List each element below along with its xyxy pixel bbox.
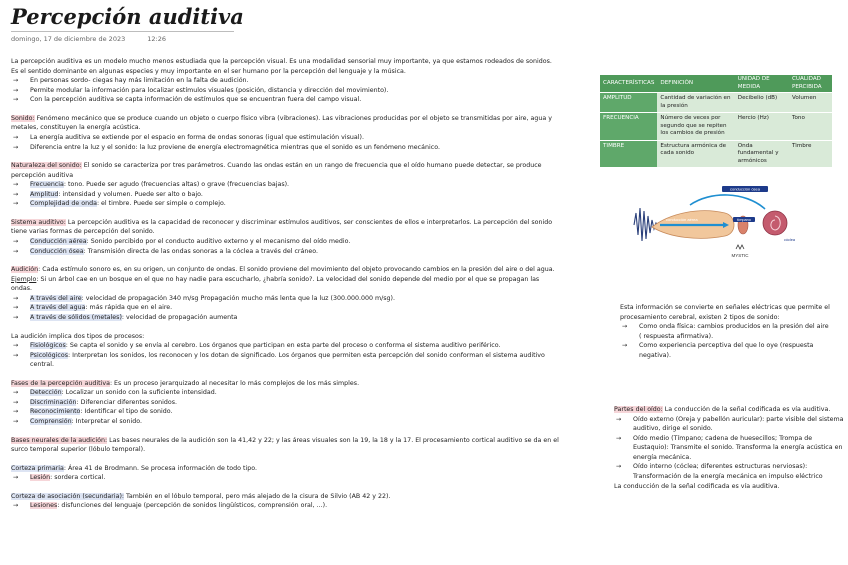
arrow-icon: → (13, 86, 19, 94)
list-item: → Amplitud: intensidad y volumen. Puede ser alto o bajo. (13, 190, 203, 198)
table-cell: Decibelio (dB) (735, 93, 789, 113)
term: Conducción aérea (30, 238, 87, 245)
list-item: → Como experiencia perceptiva del que lo oye (respuesta negativa). (622, 342, 814, 359)
intro-section (11, 57, 559, 105)
signal-types-note: Esta información se convierte en señales eléctricas que permite el procesamiento cerebral, existen 2 tipos de sonido: → Como onda física: cambios producidos en la presión del aire ( respuesta afirmativa). → Como experiencia perceptiva del que lo oye (respuesta negativa). (620, 304, 830, 359)
ear-diagram (630, 183, 800, 268)
arrow-icon: → (13, 313, 19, 321)
sound-wave-icon (634, 208, 658, 241)
arrow-icon: → (13, 247, 19, 255)
table-cell: FRECUENCIA (600, 113, 657, 141)
term: Complejidad de onda (30, 200, 97, 208)
arrow-icon: → (13, 238, 19, 245)
ear-parts-footer: La conducción de la señal codificada es vía auditiva. (614, 482, 780, 490)
intro-text: La percepción auditiva es un modelo mucho menos estudiada que la percepción visual. Es una modalidad sensorial muy importante, ya que estamos rodeados de sonidos. Es el sentido dominante en algunas especies y muy importante en el ser humano por la percepción del lenguaje y la música. (11, 58, 552, 75)
sistema-section: Sistema auditivo: La percepción auditiva es la capacidad de reconocer y discriminar estímulos auditivos, ser conscientes de ellos e interpretarlos. La percepción del sonido tiene varias formas de percepción del sonido. → Conducción aérea: Sonido percibido por el conducto auditivo externo y el mecanismo del oído medio. → Conducción ósea: Transmisión directa de las ondas sonoras a la cóclea a través del cráneo. (11, 218, 559, 256)
notes-column (11, 57, 559, 511)
list-item: → A través del aire: velocidad de propagación 340 m/sg Propagación mucho más lenta que la luz (300.000.000 m/sg). (13, 294, 395, 302)
list-item: → Diferencia entre la luz y el sonido: la luz proviene de energía electromagnética mientras que el sonido es un fenómeno mecánico. (13, 143, 440, 151)
arrow-icon: → (13, 342, 19, 350)
naturaleza-section: Naturaleza del sonido: El sonido se caracteriza por tres parámetros. Cuando las ondas están en un rango de frecuencia que el oído humano puede detectar, se produce percepción auditiva → Frecuencia: tono. Puede ser agudo (frecuencias altas) o grave (frecuencias bajas). → Amplitud: intensidad y volumen. Puede ser alto o bajo. → Complejidad de onda: el timbre. Puede ser simple o complejo. (11, 161, 559, 209)
table-cell: Estructura armónica de cada sonido (657, 140, 734, 167)
table-row (600, 93, 832, 113)
list-item: → Conducción aérea: Sonido percibido por el conducto auditivo externo y el mecanismo del oído medio. (13, 238, 351, 245)
arrow-icon: → (13, 418, 19, 425)
list-item: → Oído interno (cóclea; diferentes estructuras nerviosas): Transformación de la energía mecánica en impulso eléctrico (616, 463, 823, 480)
list-item: → Oído medio (Tímpano; cadena de huesecillos; Trompa de Eustaquio): Transmite el sonido. Transforma la energía acústica en energía mecánica. (616, 434, 843, 461)
fases-section: Fases de la percepción auditiva: Es un proceso jerarquizado al necesitar lo más complejos de los más simples. → Detección: Localizar un sonido con la suficiente intensidad. → Discriminación: Diferenciar diferentes sonidos. → Reconocimiento: Identificar el tipo de sonido. → Comprensión: Interpretar el sonido. (11, 379, 559, 427)
label-eardrum: tímpano (737, 217, 751, 222)
arrow-icon: → (616, 434, 622, 442)
term: A través del agua (30, 304, 86, 312)
list-item: → Complejidad de onda: el timbre. Puede ser simple o complejo. (13, 200, 226, 208)
sound-characteristics-table (600, 75, 832, 167)
arrow-icon: → (13, 200, 19, 208)
table-cell: Onda fundamental y armónicos (735, 140, 789, 167)
list-item: → Reconocimiento: Identificar el tipo de sonido. (13, 408, 173, 416)
label-air-conduction: conducción aérea (666, 217, 698, 222)
example-label: Ejemplo (11, 275, 37, 283)
list-item: → Comprensión: Interpretar el sonido. (13, 418, 142, 425)
table-cell: Número de veces por segundo que se repiten los cambios de presión (657, 113, 734, 141)
list-item: → Fisiológicos: Se capta el sonido y se envía al cerebro. Los órganos que participan en esta parte del proceso o conforma el sistema auditivo periférico. (13, 342, 501, 350)
term: Fisiológicos (30, 342, 66, 350)
list-item: → A través del agua: más rápida que en el aire. (13, 304, 173, 312)
section-heading: Sistema auditivo: (11, 218, 66, 226)
list-item: → Psicológicos: Interpretan los sonidos, los reconocen y los dotan de significado. Los órganos que permiten esta percepción del sonido conforman el sistema auditivo central. (13, 351, 545, 369)
list-item: → Detección: Localizar un sonido con la suficiente intensidad. (13, 389, 217, 397)
section-heading: Audición (11, 266, 39, 274)
list-item: → En personas sordo- ciegas hay más limitación en la falta de audición. (13, 77, 249, 85)
arrow-icon: → (13, 294, 19, 302)
label-bone-conduction: conducción ósea (729, 186, 761, 192)
brand-label: MYSTIC (731, 253, 749, 258)
term: Discriminación (30, 398, 77, 406)
table-cell: Hercio (Hz) (735, 113, 789, 141)
term: A través del aire (30, 294, 82, 302)
sonido-section: Sonido: Fenómeno mecánico que se produce cuando un objeto o cuerpo físico vibra (vibraciones). Las vibraciones producidas por el objeto se transmitidas por aire, agua y metales, constituyen la energía acústica. → La energía auditiva se extiende por el espacio en forma de ondas sonoras (igual que estimulación visual). → Diferencia entre la luz y el sonido: la luz proviene de energía electromagnética mientras que el sonido es un fenómeno mecánico. (11, 114, 559, 152)
table-cell: AMPLITUD (600, 93, 657, 113)
list-item: → Lesiones: disfunciones del lenguaje (percepción de sonidos lingüísticos, comprensión oral, ...). (13, 502, 328, 510)
bases-section: Bases neurales de la audición: Las bases neurales de la audición son la 41,42 y 22; y las áreas visuales son la 19, la 18 y la 17. El procesamiento cortical auditivo se da en el surco temporal superior (lóbulo temporal). (11, 436, 559, 454)
bone-conduction-arc (690, 195, 765, 209)
table-cell: Timbre (789, 140, 832, 167)
ear-parts-section: Partes del oído: La conducción de la señal codificada es vía auditiva. → Oído externo (Oreja y pabellón auricular): parte visible del sistema auditivo, dirige el sonido. → Oído medio (Tímpano; cadena de huesecillos; Trompa de Eustaquio): Transmite el sonido. Transforma la energía acústica en energía mecánica. → Oído interno (cóclea; diferentes estructuras nerviosas): Transformación de la energía mecánica en impulso eléctrico La conducción de la señal codificada es vía auditiva. (614, 406, 844, 490)
arrow-icon: → (616, 463, 622, 471)
arrow-icon: → (13, 181, 19, 189)
term: Detección (30, 389, 62, 397)
list-item: → Con la percepción auditiva se capta información de estímulos que se encuentran fuera del campo visual. (13, 96, 362, 104)
procesos-section: La audición implica dos tipos de procesos: → Fisiológicos: Se capta el sonido y se envía al cerebro. Los órganos que participan en esta parte del proceso o conforma el sistema auditivo periférico. → Psicológicos: Interpretan los sonidos, los reconocen y los dotan de significado. Los órganos que permiten esta percepción del sonido conforman el sistema auditivo central. (11, 332, 559, 370)
section-heading: Corteza primaria (11, 464, 64, 472)
term: Frecuencia (30, 181, 64, 189)
arrow-icon: → (13, 502, 19, 510)
term: Psicológicos (30, 351, 68, 359)
column-header: UNIDAD DE MEDIDA (735, 75, 789, 93)
table-cell: Tono (789, 113, 832, 141)
arrow-icon: → (13, 389, 19, 397)
column-header: CARACTERÍSTICAS (600, 75, 657, 93)
list-item: → Lesión: sordera cortical. (13, 474, 106, 482)
table-cell: Cantidad de variación en la presión (657, 93, 734, 113)
arrow-icon: → (13, 96, 19, 104)
list-item: → Permite modular la información para localizar estímulos visuales (posición, distancia y dirección del movimiento). (13, 86, 389, 94)
list-item: → Como onda física: cambios producidos en la presión del aire ( respuesta afirmativa). (622, 323, 829, 340)
section-heading: Sonido: (11, 114, 35, 122)
term: Lesiones (30, 502, 58, 510)
column-header: DEFINICIÓN (657, 75, 734, 93)
term: Conducción ósea (30, 247, 84, 255)
list-item: → Frecuencia: tono. Puede ser agudo (frecuencias altas) o grave (frecuencias bajas). (13, 181, 290, 189)
list-item: → Oído externo (Oreja y pabellón auricular): parte visible del sistema auditivo, dirige el sonido. (616, 415, 844, 433)
arrow-icon: → (13, 304, 19, 312)
arrow-icon: → (622, 342, 628, 350)
term: Amplitud (30, 190, 59, 198)
term: Reconocimiento (30, 408, 81, 416)
corteza-primaria-section: Corteza primaria: Área 41 de Brodmann. Se procesa información de todo tipo. → Lesión: sordera cortical. (11, 464, 559, 483)
arrow-icon: → (13, 474, 19, 482)
list-item: → Conducción ósea: Transmisión directa de las ondas sonoras a la cóclea a través del cráneo. (13, 247, 318, 255)
term: Lesión (30, 474, 51, 482)
corteza-asociacion-section: Corteza de asociación (secundaria): También en el lóbulo temporal, pero más alejado de la cisura de Silvio (AB 42 y 22). → Lesiones: disfunciones del lenguaje (percepción de sonidos lingüísticos, comprensión oral, ...). (11, 492, 559, 511)
brand-logo-icon (736, 245, 744, 249)
section-heading: Fases de la percepción auditiva (11, 379, 110, 387)
page-time: 12:26 (147, 35, 166, 43)
table-cell: TIMBRE (600, 140, 657, 167)
arrow-icon: → (13, 133, 19, 141)
table-row (600, 140, 832, 167)
section-heading: Partes del oído: (614, 406, 663, 413)
audicion-section: Audición: Cada estímulo sonoro es, en su origen, un conjunto de ondas. El sonido proviene del movimiento del objeto provocando cambios en la presión del aire o del agua. Ejemplo: Si un árbol cae en un bosque en el que no hay nadie para escucharlo, ¿habría sonido?. La velocidad del sonido depende del medio por el que se propagan las ondas. → A través del aire: velocidad de propagación 340 m/sg Propagación mucho más lenta que la luz (300.000.000 m/sg). → A través del agua: más rápida que en el aire. → A través de sólidos (metales): velocidad de propagación aumenta (11, 265, 559, 322)
arrow-icon: → (13, 143, 19, 151)
page-meta (11, 35, 188, 43)
table-row (600, 113, 832, 141)
term: Comprensión (30, 418, 72, 425)
column-header: CUALIDAD PERCIBIDA (789, 75, 832, 93)
page-title: Percepción auditiva (11, 4, 244, 29)
arrow-icon: → (13, 77, 19, 85)
section-heading: Corteza de asociación (secundaria): (11, 492, 125, 500)
arrow-icon: → (13, 408, 19, 416)
term: A través de sólidos (metales) (30, 313, 122, 321)
arrow-icon: → (616, 415, 622, 423)
section-heading: Bases neurales de la audición: (11, 436, 108, 444)
list-item: → La energía auditiva se extiende por el espacio en forma de ondas sonoras (igual que estimulación visual). (13, 133, 364, 141)
page-date: domingo, 17 de diciembre de 2023 (11, 35, 126, 43)
label-cochlea: cóclea (784, 238, 795, 242)
section-heading: Naturaleza del sonido: (11, 162, 82, 170)
arrow-icon: → (13, 351, 19, 359)
table-header-row (600, 75, 832, 93)
arrow-icon: → (622, 323, 628, 331)
table-cell: Volumen (789, 93, 832, 113)
arrow-icon: → (13, 190, 19, 198)
list-item: → A través de sólidos (metales): velocidad de propagación aumenta (13, 313, 238, 321)
arrow-icon: → (13, 398, 19, 406)
cochlea-shape (763, 211, 787, 235)
list-item: → Discriminación: Diferenciar diferentes sonidos. (13, 398, 178, 406)
title-divider (11, 31, 234, 32)
